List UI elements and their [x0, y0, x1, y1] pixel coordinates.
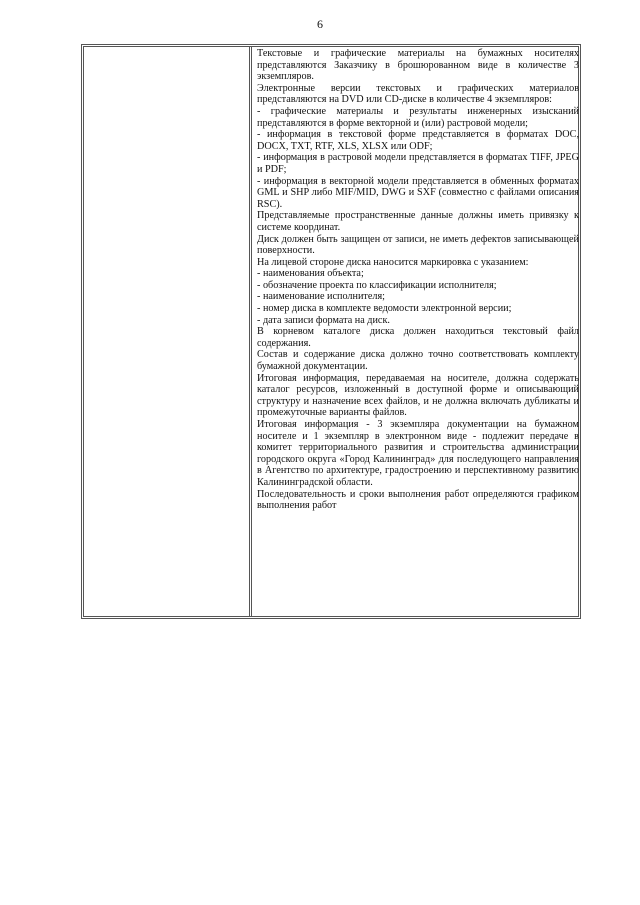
requirements-table [81, 44, 581, 619]
list-item: - информация в векторной модели представляется в обменных форматах GML и SHP либо MIF/MID, DWG и SXF (совместно с файлами описания RSC). [257, 175, 579, 210]
paragraph-electronic-versions: Электронные версии текстовых и графических материалов представляются на DVD или CD-диске в количестве 4 экземпляров: [257, 82, 579, 106]
paragraph-coordinates: Представляемые пространственные данные должны иметь привязку к системе координат. [257, 210, 579, 233]
paragraph-root-catalog: В корневом каталоге диска должен находиться текстовый файл содержания. [257, 326, 579, 349]
list-item: - номер диска в комплекте ведомости электронной версии; [257, 303, 512, 315]
paragraph-final-info-transfer: Итоговая информация - 3 экземпляра документации на бумажном носителе и 1 экземпляр в электронном виде - подлежит передаче в комитет территориального развития и строительства администрации городского округа «Город Калининград» для последующего направления в Агентство по архитектуре, градостроению и перспективному развитию Калининградской области. [257, 419, 579, 488]
list-item: - дата записи формата на диск. [257, 314, 390, 326]
list-item: - наименования объекта; [257, 268, 364, 280]
list-item: - обозначение проекта по классификации исполнителя; [257, 279, 497, 291]
paragraph-disk-composition: Состав и содержание диска должно точно соответствовать комплекту бумажной документации. [257, 349, 579, 373]
list-item: - наименование исполнителя; [257, 291, 385, 303]
list-item: - информация в текстовой форме представляется в форматах DOC, DOCX, TXT, RTF, XLS, XLSX или ODF; [257, 129, 579, 152]
paragraph-disk-protection: Диск должен быть защищен от записи, не иметь дефектов записывающей поверхности. [257, 233, 579, 257]
paragraph-paper-materials: Текстовые и графические материалы на бумажных носителях представляются Заказчику в брошюрованном виде в количестве 3 экземпляров. [257, 48, 579, 83]
paragraph-marking: На лицевой стороне диска наносится маркировка с указанием: [257, 256, 529, 268]
paragraph-final-info-catalog: Итоговая информация, передаваемая на носителе, должна содержать каталог ресурсов, изложенный в доступной форме и описывающий структуру и назначение всех файлов, и не должна включать дубликаты и промежуточные варианты файлов. [257, 372, 579, 419]
page-number: 6 [317, 17, 323, 31]
paragraph-schedule: Последовательность и сроки выполнения работ определяются графиком выполнения работ [257, 488, 579, 512]
column-divider [249, 47, 254, 616]
list-item: - графические материалы и результаты инженерных изысканий представляются в форме векторной и (или) растровой модели; [257, 105, 579, 129]
table-cell-content [257, 48, 579, 512]
list-item: - информация в растровой модели представляется в форматах TIFF, JPEG и PDF; [257, 152, 579, 175]
